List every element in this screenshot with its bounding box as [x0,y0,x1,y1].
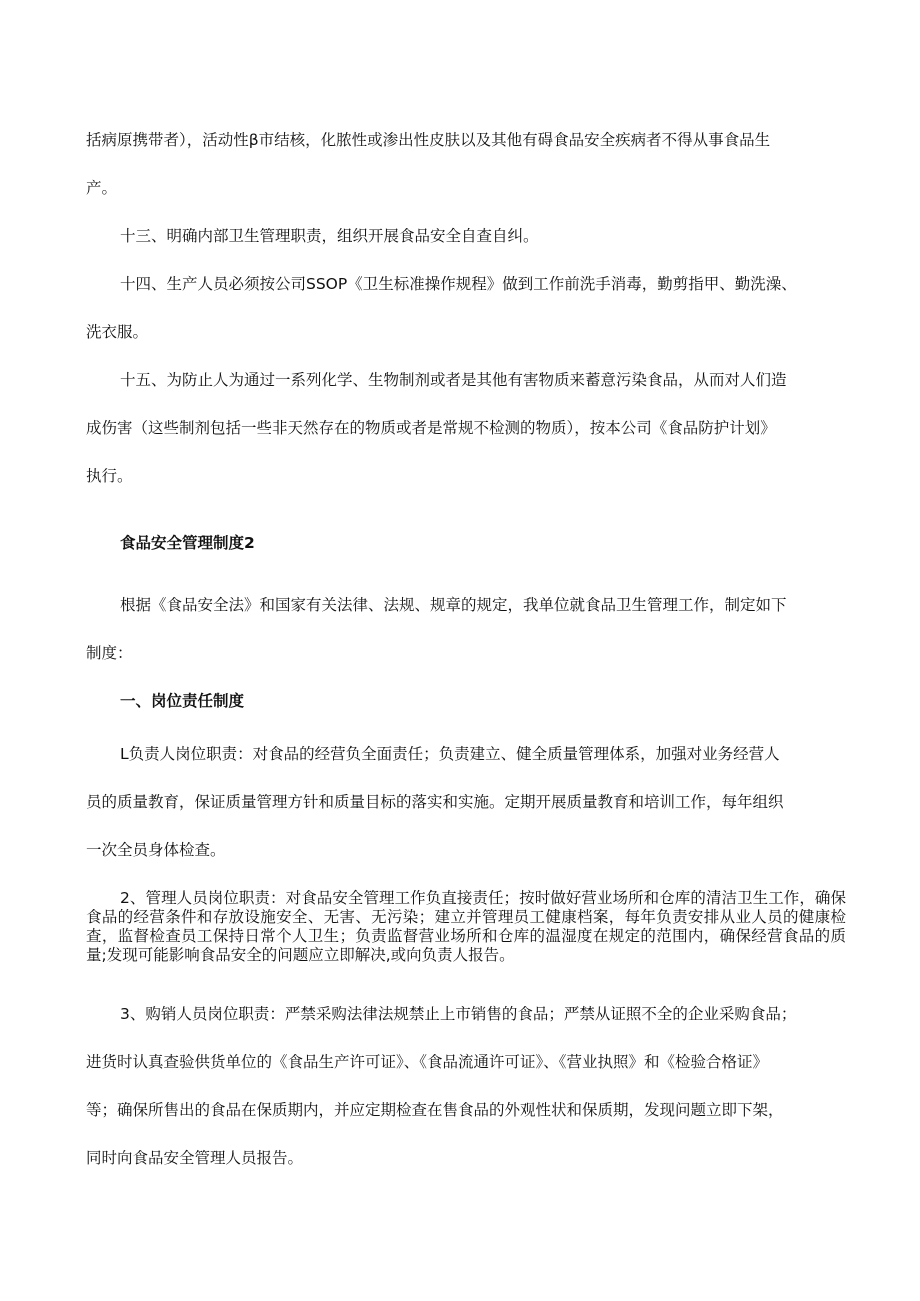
text-line: 括病原携带者），活动性β市结核，化脓性或渗出性皮肤以及其他有碍食品安全疾病者不得从事食品生 [86,131,771,149]
subsection-title: 一、岗位责任制度 [120,692,245,710]
text-line: 同时向食品安全管理人员报告。 [86,1149,304,1167]
text-line: 员的质量教育，保证质量管理方针和质量目标的落实和实施。定期开展质量教育和培训工作，每年组织 [86,793,784,811]
text-line: 产。 [86,179,118,197]
duty-3: 3、购销人员岗位职责：严禁采购法律法规禁止上市销售的食品；严禁从证照不全的企业采购食品； [120,1005,797,1023]
text-line: 进货时认真查验供货单位的《食品生产许可证》、《食品流通许可证》、《营业执照》和《检验合格证》 [86,1053,769,1071]
text-line: 执行。 [86,467,133,485]
text-line: 等；确保所售出的食品在保质期内，并应定期检查在售食品的外观性状和保质期，发现问题立即下架， [86,1101,784,1119]
text-line: 洗衣服。 [86,323,149,341]
duty-2-paragraph [86,889,846,965]
clause-15: 十五、为防止人为通过一系列化学、生物制剂或者是其他有害物质来蓄意污染食品，从而对人们造 [120,371,787,389]
text-line: 一次全员身体检查。 [86,841,226,859]
clause-14: 十四、生产人员必须按公司SSOP《卫生标准操作规程》做到工作前洗手消毒，勤剪指甲、勤洗澡、 [120,275,797,293]
text-line: 制度： [86,644,133,662]
intro-paragraph: 根据《食品安全法》和国家有关法律、法规、规章的规定，我单位就食品卫生管理工作，制定如下 [120,596,787,614]
text-line: 成伤害（这些制剂包括一些非天然存在的物质或者是常规不检测的物质），按本公司《食品防护计划》 [86,419,776,437]
section-title: 食品安全管理制度2 [120,534,255,552]
clause-13: 十三、明确内部卫生管理职责，组织开展食品安全自查自纠。 [120,227,539,245]
duty-1: L负责人岗位职责：对食品的经营负全面责任；负责建立、健全质量管理体系，加强对业务经营人 [120,745,780,763]
duty-2-text: 2、管理人员岗位职责：对食品安全管理工作负直接责任；按时做好营业场所和仓库的清洁卫生工作，确保食品的经营条件和存放设施安全、无害、无污染；建立并管理员工健康档案，每年负责安排从业人员的健康检查，监督检查员工保持日常个人卫生；负责监督营业场所和仓库的温湿度在规定的范围内，确保经营食品的质量;发现可能影响食品安全的问题应立即解决,或向负责人报告。 [86,889,846,964]
